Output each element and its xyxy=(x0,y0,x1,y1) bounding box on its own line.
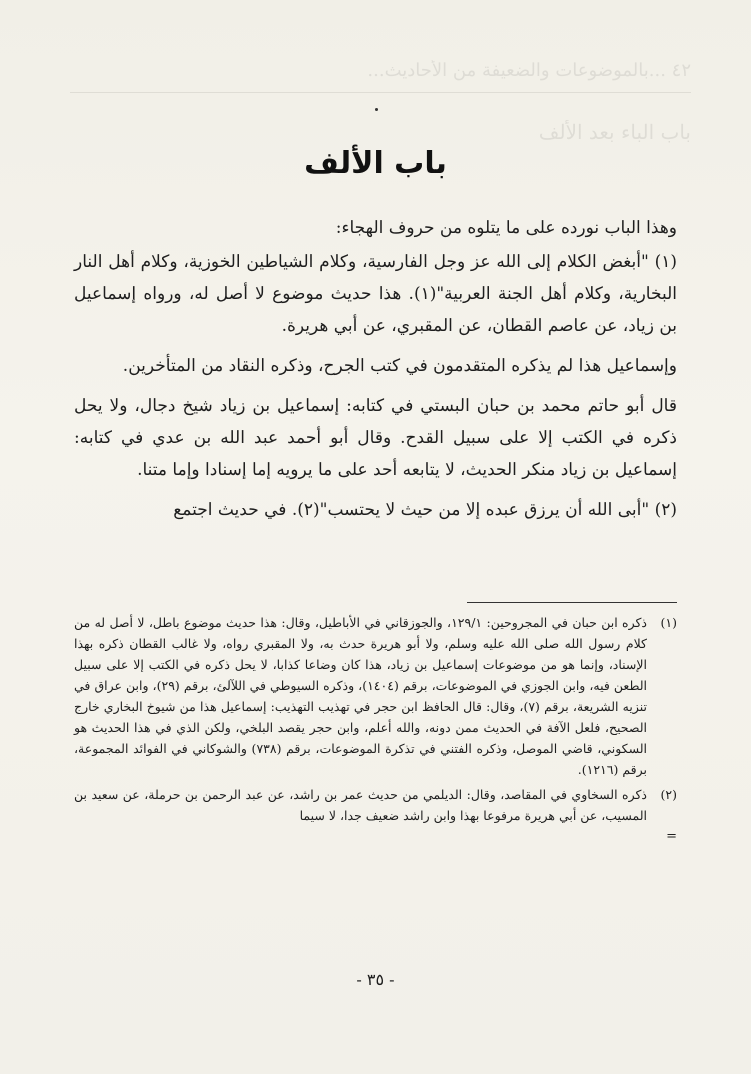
chapter-title: باب الألف xyxy=(304,146,447,181)
continuation-mark: = xyxy=(666,829,677,844)
ink-speck xyxy=(375,108,378,111)
footnote xyxy=(74,784,677,826)
critics-paragraph: قال أبو حاتم محمد بن حبان البستي في كتابه: إسماعيل بن زياد شيخ دجال، ولا يحل ذكره في الكتب إلا على سبيل القدح. وقال أبو أحمد عبد الله بن عدي في كتابه: إسماعيل بن زياد منكر الحديث، لا يتابعه أحد على ما يرويه إما إسنادا وإما متنا. xyxy=(74,396,677,480)
bleed-through-header: ٤٢ ...بالموضوعات والضعيفة من الأحاديث... xyxy=(367,60,691,81)
footnote-text: ذكره ابن حبان في المجروحين: ١٢٩/١، والجوزقاني في الأباطيل، وقال: هذا حديث موضوع باطل، لا أصل له من كلام رسول الله صلى الله عليه وسلم، ولا أبو هريرة حدث به، ولا المقبري رواه، ولا غالب القطان ذكره بهذا الإسناد، وإنما هو من موضوعات إسماعيل بن زياد، هذا كان وضاعا كذابا، لا يحل ذكره في الكتب إلا على سبيل الطعن فيه، وابن الجوزي في الموضوعات، برقم (١٤٠٤)، وذكره السيوطي في اللآلئ، برقم (٢٩)، وابن عراق في تنزيه الشريعة، برقم (٧)، وقال: قال الحافظ ابن حجر في تهذيب التهذيب: إسماعيل هذا من شيوخ البخاري خارج الصحيح، فلعل الآفة في الحديث ممن دونه، والله أعلم، وابن حجر يقصد البلخي، ولكن الذي في هذا الحديث هو السكوني، قاضي الموصل، وذكره الفتني في تذكرة الموضوعات، برقم (٧٣٨) والشوكاني في الفوائد المجموعة، برقم (١٢١٦). xyxy=(74,615,647,777)
footnotes xyxy=(74,612,677,847)
hadith-2-paragraph: (٢) "أبى الله أن يرزق عبده إلا من حيث لا يحتسب"(٢). في حديث اجتمع xyxy=(173,500,677,520)
narrator-paragraph: وإسماعيل هذا لم يذكره المتقدمون في كتب الجرح، وذكره النقاد من المتأخرين. xyxy=(122,356,677,376)
bleed-through-rule xyxy=(70,92,691,93)
main-text xyxy=(74,212,677,534)
footnote-number: (١) xyxy=(660,615,677,630)
footnote-separator xyxy=(467,602,677,603)
page-number: - ٣٥ - xyxy=(356,970,395,989)
footnote-text: ذكره السخاوي في المقاصد، وقال: الديلمي من حديث عمر بن راشد، عن عبد الرحمن بن حرملة، عن سعيد بن المسيب، عن أبي هريرة مرفوعا بهذا وابن راشد ضعيف جدا، لا سيما xyxy=(74,787,647,823)
bleed-through-heading: باب الباء بعد الألف xyxy=(538,120,691,144)
footnote xyxy=(74,612,677,780)
intro-paragraph: وهذا الباب نورده على ما يتلوه من حروف الهجاء: xyxy=(335,218,677,238)
footnote-number: (٢) xyxy=(660,787,677,802)
hadith-1-paragraph: (١) "أبغض الكلام إلى الله عز وجل الفارسية، وكلام الشياطين الخوزية، وكلام أهل النار البخارية، وكلام أهل الجنة العربية"(١). هذا حديث موضوع لا أصل له، ورواه إسماعيل بن زياد، عن عاصم القطان، عن المقبري، عن أبي هريرة. xyxy=(74,252,677,336)
